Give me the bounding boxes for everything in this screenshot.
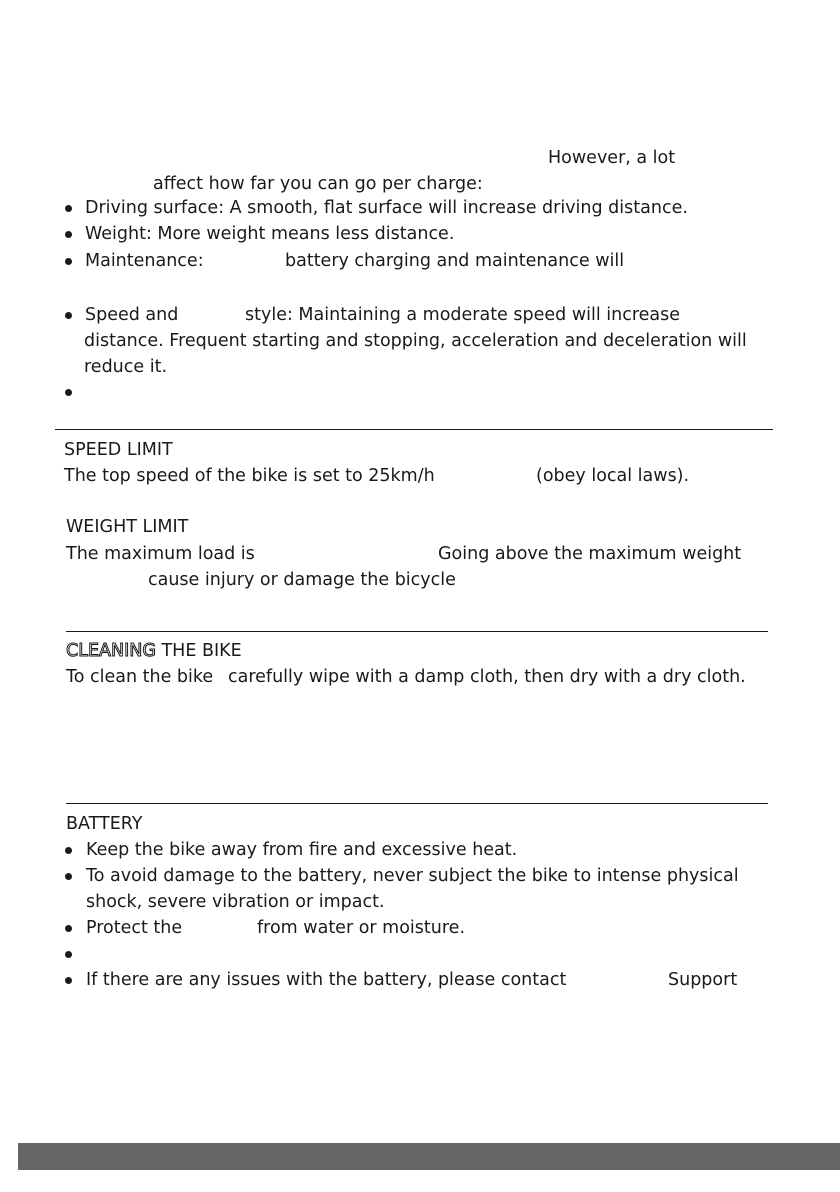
cleaning-heading-rest: THE BIKE xyxy=(161,641,242,661)
cleaning-text: To clean the bike xyxy=(66,667,214,687)
bullet-speed-line2: distance. Frequent starting and stopping, acceleration and deceleration will xyxy=(84,331,747,351)
battery-bullet-fire: Keep the bike away from fire and excessive heat. xyxy=(86,840,518,860)
bullet-dot xyxy=(65,389,72,396)
range-intro-line2: affect how far you can go per charge: xyxy=(153,174,483,194)
battery-bullet-protect-b: from water or moisture. xyxy=(257,918,466,938)
battery-bullet-protect-a: Protect the xyxy=(86,918,183,938)
speed-limit-text: The top speed of the bike is set to 25km/h xyxy=(64,466,435,486)
bullet-dot xyxy=(65,231,72,238)
speed-limit-heading: SPEED LIMIT xyxy=(64,440,173,460)
weight-limit-warning: Going above the maximum weight xyxy=(438,544,742,564)
cleaning-heading xyxy=(66,643,242,661)
battery-bullet-issues-support: Support xyxy=(668,970,738,990)
bullet-speed-label: Speed and xyxy=(85,305,179,325)
battery-bullet-shock: To avoid damage to the battery, never subject the bike to intense physical xyxy=(86,866,739,886)
speed-limit-note: (obey local laws). xyxy=(536,466,690,486)
bullet-dot xyxy=(65,925,72,932)
bullet-dot xyxy=(65,205,72,212)
bullet-driving-surface: Driving surface: A smooth, flat surface will increase driving distance. xyxy=(85,198,688,218)
battery-heading: BATTERY xyxy=(66,814,143,834)
weight-limit-heading: WEIGHT LIMIT xyxy=(66,517,189,537)
cleaning-heading-outlined: CLEANING xyxy=(66,641,156,661)
range-intro-line1: However, a lot xyxy=(548,148,676,168)
section-divider xyxy=(55,429,773,430)
bullet-maintenance-text: battery charging and maintenance will xyxy=(285,251,625,271)
bullet-speed-line3: reduce it. xyxy=(84,357,168,377)
weight-limit-text: The maximum load is xyxy=(66,544,255,564)
bullet-maintenance-label: Maintenance: xyxy=(85,251,204,271)
section-divider xyxy=(66,631,768,632)
bullet-dot xyxy=(65,977,72,984)
battery-bullet-shock-line2: shock, severe vibration or impact. xyxy=(86,892,385,912)
section-divider xyxy=(66,803,768,804)
bullet-dot xyxy=(65,312,72,319)
bullet-speed-text: style: Maintaining a moderate speed will increase xyxy=(245,305,681,325)
bullet-dot xyxy=(65,951,72,958)
bullet-weight: Weight: More weight means less distance. xyxy=(85,224,455,244)
bullet-dot xyxy=(65,258,72,265)
bullet-dot xyxy=(65,873,72,880)
weight-limit-line2: cause injury or damage the bicycle xyxy=(148,570,456,590)
bullet-dot xyxy=(65,847,72,854)
footer-bar xyxy=(18,1143,840,1170)
cleaning-text-rest: carefully wipe with a damp cloth, then dry with a dry cloth. xyxy=(228,667,746,687)
battery-bullet-issues: If there are any issues with the battery, please contact xyxy=(86,970,567,990)
